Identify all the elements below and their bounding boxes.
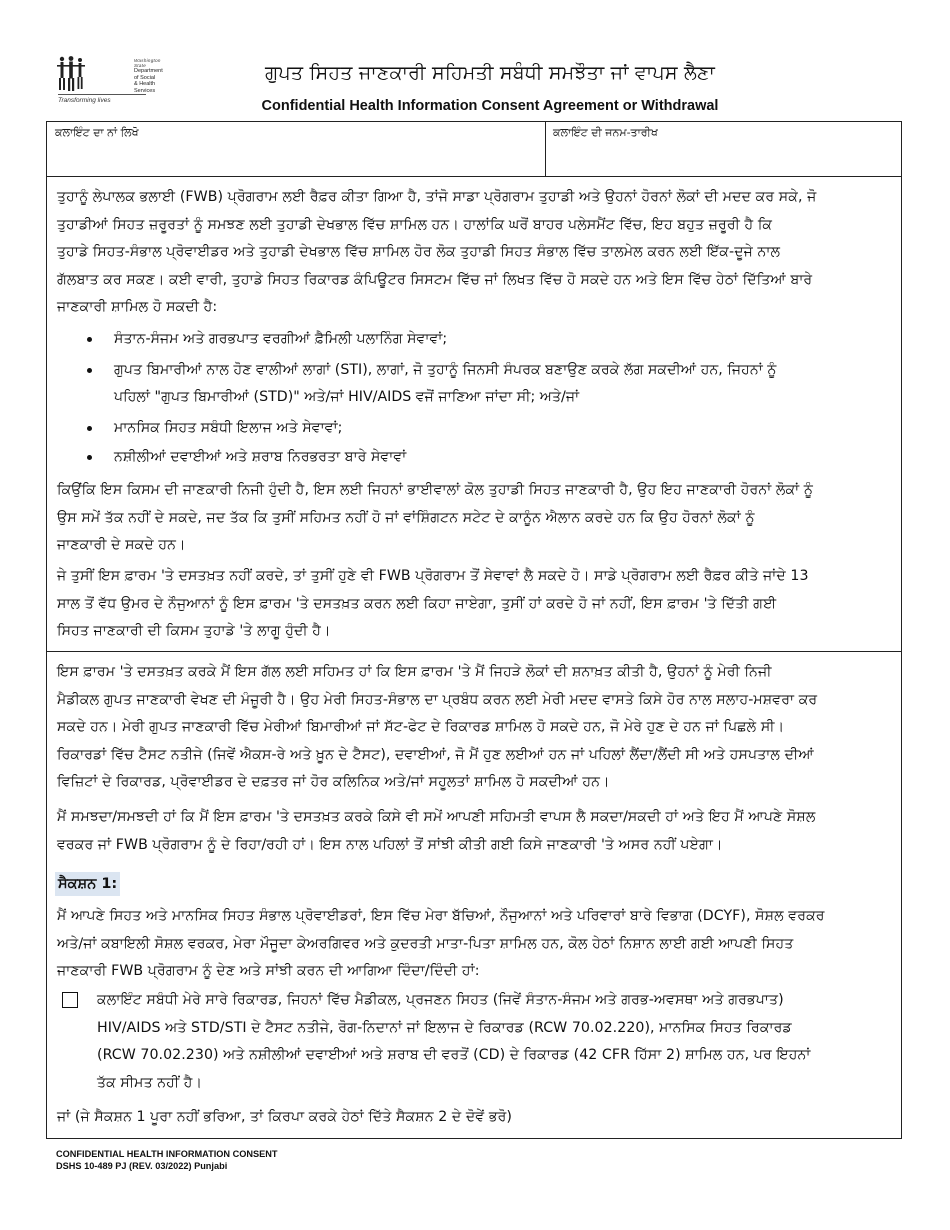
consent-line: ਮੈਡੀਕਲ ਗੁਪਤ ਜਾਣਕਾਰੀ ਵੇਖਣ ਦੀ ਮੰਜ਼ੂਰੀ ਹੈ। ਉਹ ਮੇਰੀ ਸਿਹਤ-ਸੰਭਾਲ ਦਾ ਪ੍ਰਬੰਧ ਕਰਨ ਲਈ ਮੇਰੀ ਮਦਦ ਵਾਸਤੇ ਕਿਸੇ ਹੋਰ ਨਾਲ ਸਲਾਹ-ਮਸ਼ਵਰਾ ਕਰ xyxy=(57,691,818,708)
signing-line: ਜੇ ਤੁਸੀਂ ਇਸ ਫ਼ਾਰਮ 'ਤੇ ਦਸਤਖ਼ਤ ਨਹੀਂ ਕਰਦੇ, ਤਾਂ ਤੁਸੀਂ ਹੁਣੇ ਵੀ FWB ਪ੍ਰੋਗਰਾਮ ਤੋਂ ਸੇਵਾਵਾਂ ਲੈ ਸਕਦੇ ਹੋ। ਸਾਡੇ ਪ੍ਰੋਗਰਾਮ ਲਈ ਰੈਫ਼ਰ ਕੀਤੇ ਜਾਂਦੇ 13 xyxy=(57,568,809,584)
intro-paragraph xyxy=(57,184,897,322)
consent-paragraph xyxy=(57,659,897,797)
checkbox-label xyxy=(97,987,897,1097)
section1-line: ਮੈਂ ਆਪਣੇ ਸਿਹਤ ਅਤੇ ਮਾਨਸਿਕ ਸਿਹਤ ਸੰਭਾਲ ਪ੍ਰੋਵਾਈਡਰਾਂ, ਇਸ ਵਿੱਚ ਮੇਰਾ ਬੱਚਿਆਂ, ਨੌਜੁਆਨਾਂ ਅਤੇ ਪਰਿਵਾਰਾਂ ਬਾਰੇ ਵਿਭਾਗ (DCYF), ਸੋਸ਼ਲ ਵਰਕਰ xyxy=(57,908,825,924)
form-frame: ਕਲਾਇੰਟ ਦਾ ਨਾਂ ਲਿਖੋ ਕਲਾਇੰਟ ਦੀ ਜਨਮ-ਤਾਰੀਖ ਤੁਹਾਨੂੰ ਲੇਪਾਲਕ ਭਲਾਈ (FWB) ਪ੍ਰੋਗਰਾਮ ਲਈ ਰੈਫ਼ਰ ਕੀਤਾ ਗਿਆ ਹੈ, ਤਾਂਜੋ ਸਾਡਾ ਪ੍ਰੋਗਰਾਮ ਤੁਹਾਡੀ ਅਤੇ ਉਹਨਾਂ ਹੋਰਨਾਂ ਲੋਕਾਂ ਦੀ ਮਦਦ ਕਰ ਸਕੇ, ਜੋ ਤੁਹਾਡੀਆਂ ਸਿਹਤ ਜ਼ਰੂਰਤਾਂ ਨੂੰ ਸਮਝਣ ਲਈ ਤੁਹਾਡੀ ਦੇਖਭਾਲ ਵਿੱਚ ਸ਼ਾਮਿਲ ਹਨ। ਹਾਲਾਂਕਿ ਘਰੋਂ ਬਾਹਰ ਪਲੇਸਮੈਂਟ ਵਿੱਚ, ਇਹ ਬਹੁਤ ਜ਼ਰੂਰੀ ਹੈ ਕਿ ਤੁਹਾਡੇ ਸਿਹਤ-ਸੰਭਾਲ ਪ੍ਰੋਵਾਈਡਰ ਅਤੇ ਤੁਹਾਡੀ ਦੇਖਭਾਲ ਵਿੱਚ ਸ਼ਾਮਿਲ ਹੋਰ ਲੋਕ ਤੁਹਾਡੀ ਸਿਹਤ ਸੰਭਾਲ ਵਿੱਚ ਤਾਲਮੇਲ ਕਰਨ ਲਈ ਇੱਕ-ਦੂਜੇ ਨਾਲ ਗੱਲਬਾਤ ਕਰ ਸਕਣ। ਕਈ ਵਾਰੀ, ਤੁਹਾਡੇ ਸਿਹਤ ਰਿਕਾਰਡ ਕੰਪਿਊਟਰ ਸਿਸਟਮ ਵਿੱਚ ਜਾਂ ਲਿਖਤ ਵਿੱਚ ਹੋ ਸਕਦੇ ਹਨ ਅਤੇ ਇਸ ਵਿੱਚ ਹੇਠਾਂ ਦਿੱਤਿਆਂ ਬਾਰੇ ਜਾਣਕਾਰੀ ਸ਼ਾਮਿਲ ਹੋ ਸਕਦੀ ਹੈ: ਸੰਤਾਨ-ਸੰਜਮ ਅਤੇ ਗਰਭਪਾਤ ਵਰਗੀਆਂ ਫ਼ੈਮਿਲੀ ਪਲਾਨਿੰਗ ਸੇਵਾਵਾਂ; ਗੁਪਤ ਬਿਮਾਰੀਆਂ ਨਾਲ ਹੋਣ ਵਾਲੀਆਂ ਲਾਗਾਂ (STI), ਲਾਗਾਂ, ਜੋ ਤੁਹਾਨੂੰ ਜਿਨਸੀ ਸੰਪਰਕ ਬਣਾਉਣ ਕਰਕੇ ਲੱਗ ਸਕਦੀਆਂ ਹਨ, ਜਿਹਨਾਂ ਨੂੰ ਪਹਿਲਾਂ "ਗੁਪਤ ਬਿਮਾਰੀਆਂ (STD)" ਅਤੇ/ਜਾਂ HIV/AIDS ਵਜੋਂ ਜਾਣਿਆ ਜਾਂਦਾ ਸੀ; ਅਤੇ/ਜਾਂ ਮਾਨਸਿਕ ਸਿਹਤ ਸਬੰਧੀ ਇਲਾਜ ਅਤੇ ਸੇਵਾਵਾਂ; ਨਸ਼ੀਲੀਆਂ ਦਵਾਈਆਂ ਅਤੇ ਸ਼ਰਾਬ ਨਿਰਭਰਤਾ ਬਾਰੇ ਸੇਵਾਵਾਂ ਕਿਉਂਕਿ ਇਸ ਕਿਸਮ ਦੀ ਜਾਣਕਾਰੀ ਨਿਜੀ ਹੁੰਦੀ ਹੈ, ਇਸ ਲਈ ਜਿਹਨਾਂ ਭਾਈਵਾਲਾਂ ਕੋਲ ਤੁਹਾਡੀ ਸਿਹਤ ਜਾਣਕਾਰੀ ਹੈ, ਉਹ ਇਹ ਜਾਣਕਾਰੀ ਹੋਰਨਾਂ ਲੋਕਾਂ ਨੂੰ ਉਸ ਸਮੇਂ ਤੱਕ ਨਹੀਂ ਦੇ ਸਕਦੇ, ਜਦ ਤੱਕ ਕਿ ਤੁਸੀਂ ਸਹਿਮਤ ਨਹੀਂ ਹੋ ਜਾਂ ਵਾਂਸ਼ਿੰਗਟਨ ਸਟੇਟ ਦੇ ਕਾਨੂੰਨ ਐਲਾਨ ਕਰਦੇ ਹਨ ਕਿ ਉਹ ਹੋਰਨਾਂ ਲੋਕਾਂ ਨੂੰ ਜਾਣਕਾਰੀ ਦੇ ਸਕਦੇ ਹਨ। ਜੇ ਤੁਸੀਂ ਇਸ ਫ਼ਾਰਮ 'ਤੇ ਦਸਤਖ਼ਤ ਨਹੀਂ ਕਰਦੇ, ਤਾਂ ਤੁਸੀਂ ਹੁਣੇ ਵੀ FWB ਪ੍ਰੋਗਰਾਮ ਤੋਂ ਸੇਵਾਵਾਂ ਲੈ ਸਕਦੇ ਹੋ। ਸਾਡੇ ਪ੍ਰੋਗਰਾਮ ਲਈ ਰੈਫ਼ਰ ਕੀਤੇ ਜਾਂਦੇ 13 ਸਾਲ ਤੋਂ ਵੱਧ ਉਮਰ ਦੇ ਨੌਜੁਆਨਾਂ ਨੂੰ ਇਸ ਫ਼ਾਰਮ 'ਤੇ ਦਸਤਖ਼ਤ ਕਰਨ ਲਈ ਕਿਹਾ ਜਾਏਗਾ, ਤੁਸੀਂ ਹਾਂ ਕਰਦੇ ਹੋ ਜਾਂ ਨਹੀਂ, ਇਸ ਫ਼ਾਰਮ 'ਤੇ ਦਿੱਤੀ ਗਈ ਸਿਹਤ ਜਾਣਕਾਰੀ ਦੀ ਕਿਸਮ ਤੁਹਾਡੇ 'ਤੇ ਲਾਗੂ ਹੁੰਦੀ ਹੈ। ਇਸ ਫ਼ਾਰਮ 'ਤੇ ਦਸਤਖ਼ਤ ਕਰਕੇ ਮੈਂ ਇਸ ਗੱਲ ਲਈ ਸਹਿਮਤ ਹਾਂ ਕਿ ਇਸ ਫ਼ਾਰਮ 'ਤੇ ਮੈਂ ਜਿਹੜੇ ਲੋਕਾਂ ਦੀ ਸ਼ਨਾਖ਼ਤ ਕੀਤੀ ਹੈ, ਉਹਨਾਂ ਨੂੰ ਮੇਰੀ ਨਿਜੀ ਮੈਡੀਕਲ ਗੁਪਤ ਜਾਣਕਾਰੀ ਵੇਖਣ ਦੀ ਮੰਜ਼ੂਰੀ ਹੈ। ਉਹ ਮੇਰੀ ਸਿਹਤ-ਸੰਭਾਲ ਦਾ ਪ੍ਰਬੰਧ ਕਰਨ ਲਈ ਮੇਰੀ ਮਦਦ ਵਾਸਤੇ ਕਿਸੇ ਹੋਰ ਨਾਲ ਸਲਾਹ-ਮਸ਼ਵਰਾ ਕਰ ਸਕਦੇ ਹਨ। ਮੇਰੀ ਗੁਪਤ ਜਾਣਕਾਰੀ ਵਿੱਚ ਮੇਰੀਆਂ ਬਿਮਾਰੀਆਂ ਜਾਂ ਸੱਟ-ਫੇਟ ਦੇ ਰਿਕਾਰਡ ਸ਼ਾਮਿਲ ਹੋ ਸਕਦੇ ਹਨ, ਜੋ ਮੇਰੇ ਹੁਣ ਦੇ ਹਨ ਜਾਂ ਪਿਛਲੇ ਸੀ। ਰਿਕਾਰਡਾਂ ਵਿੱਚ ਟੈਸਟ ਨਤੀਜੇ (ਜਿਵੇਂ ਐਕਸ-ਰੇ ਅਤੇ ਖ਼ੂਨ ਦੇ ਟੈਸਟ), ਦਵਾਈਆਂ, ਜੋ ਮੈਂ ਹੁਣ ਲਈਆਂ ਹਨ ਜਾਂ ਪਹਿਲਾਂ ਲੈਂਦਾ/ਲੈਂਦੀ ਸੀ ਅਤੇ ਹਸਪਤਾਲ ਦੀਆਂ ਵਿਜ਼ਿਟਾਂ ਦੇ ਰਿਕਾਰਡ, ਪ੍ਰੋਵਾਈਡਰ ਦੇ ਦਫ਼ਤਰ ਜਾਂ ਹੋਰ ਕਲਿਨਿਕ ਅਤੇ/ਜਾਂ ਸਹੂਲਤਾਂ ਸ਼ਾਮਿਲ ਹੋ ਸਕਦੀਆਂ ਹਨ। ਮੈਂ ਸਮਝਦਾ/ਸਮਝਦੀ ਹਾਂ ਕਿ ਮੈਂ ਇਸ ਫ਼ਾਰਮ 'ਤੇ ਦਸਤਖ਼ਤ ਕਰਕੇ ਕਿਸੇ ਵੀ ਸਮੇਂ ਆਪਣੀ ਸਹਿਮਤੀ ਵਾਪਸ ਲੈ ਸਕਦਾ/ਸਕਦੀ ਹਾਂ ਅਤੇ ਇਹ ਮੈਂ ਆਪਣੇ ਸੋਸ਼ਲ ਵਰਕਰ ਜਾਂ FWB ਪ੍ਰੋਗਰਾਮ ਨੂੰ ਦੇ ਰਿਹਾ/ਰਹੀ ਹਾਂ। ਇਸ ਨਾਲ ਪਹਿਲਾਂ ਤੋਂ ਸਾਂਝੀ ਕੀਤੀ ਗਈ ਕਿਸੇ ਜਾਣਕਾਰੀ 'ਤੇ ਅਸਰ ਨਹੀਂ ਪਏਗਾ। ਸੈਕਸ਼ਨ 1: ਮੈਂ ਆਪਣੇ ਸਿਹਤ ਅਤੇ ਮਾਨਸਿਕ ਸਿਹਤ ਸੰਭਾਲ ਪ੍ਰੋਵਾਈਡਰਾਂ, ਇਸ ਵਿੱਚ ਮੇਰਾ ਬੱਚਿਆਂ, ਨੌਜੁਆਨਾਂ ਅਤੇ ਪਰਿਵਾਰਾਂ ਬਾਰੇ ਵਿਭਾਗ (DCYF), ਸੋਸ਼ਲ ਵਰਕਰ ਅਤੇ/ਜਾਂ ਕਬਾਇਲੀ ਸੋਸ਼ਲ ਵਰਕਰ, ਮੇਰਾ ਮੌਜੂਦਾ ਕੇਅਰਗਿਵਰ ਅਤੇ ਕੁਦਰਤੀ ਮਾਤਾ-ਪਿਤਾ ਸ਼ਾਮਿਲ ਹਨ, ਕੋਲ ਹੇਠਾਂ ਨਿਸ਼ਾਨ ਲਾਈ ਗਈ ਆਪਣੀ ਸਿਹਤ ਜਾਣਕਾਰੀ FWB ਪ੍ਰੋਗਰਾਮ ਨੂੰ ਦੇਣ ਅਤੇ ਸਾਂਝੀ ਕਰਨ ਦੀ ਆਗਿਆ ਦਿੰਦਾ/ਦਿੰਦੀ ਹਾਂ: ਕਲਾਇੰਟ ਸਬੰਧੀ ਮੇਰੇ ਸਾਰੇ ਰਿਕਾਰਡ, ਜਿਹਨਾਂ ਵਿੱਚ ਮੈਡੀਕਲ, ਪ੍ਰਜਣਨ ਸਿਹਤ (ਜਿਵੇਂ ਸੰਤਾਨ-ਸੰਜਮ ਅਤੇ ਗਰਭ-ਅਵਸਥਾ ਅਤੇ ਗਰਭਪਾਤ) HIV/AIDS ਅਤੇ STD/STI ਦੇ ਟੈਸਟ ਨਤੀਜੇ, ਰੋਗ-ਨਿਦਾਨਾਂ ਜਾਂ ਇਲਾਜ ਦੇ ਰਿਕਾਰਡ (RCW 70.02.220), ਮਾਨਸਿਕ ਸਿਹਤ ਰਿਕਾਰਡ (RCW 70.02.230) ਅਤੇ ਨਸ਼ੀਲੀਆਂ ਦਵਾਈਆਂ ਅਤੇ ਸ਼ਰਾਬ ਦੀ ਵਰਤੋਂ (CD) ਦੇ ਰਿਕਾਰਡ (42 CFR ਹਿੱਸਾ 2) ਸ਼ਾਮਿਲ ਹਨ, ਪਰ ਇਹਨਾਂ ਤੱਕ ਸੀਮਤ ਨਹੀਂ ਹੈ। ਜਾਂ (ਜੇ ਸੈਕਸ਼ਨ 1 ਪੂਰਾ ਨਹੀਂ ਭਰਿਆ, ਤਾਂ ਕਿਰਪਾ ਕਰਕੇ ਹੇਠਾਂ ਦਿੱਤੇ ਸੈਕਸ਼ਨ 2 ਦੇ ਦੋਵੇਂ ਭਰੋ) xyxy=(46,121,902,1139)
logo-divider xyxy=(58,94,146,95)
checkbox-line: ਤੱਕ ਸੀਮਤ ਨਹੀਂ ਹੈ। xyxy=(97,1074,203,1091)
or-instruction xyxy=(57,1104,897,1132)
footer-form-number: DSHS 10-489 PJ (REV. 03/2022) Punjabi xyxy=(56,1161,228,1171)
section1-line: ਅਤੇ/ਜਾਂ ਕਬਾਇਲੀ ਸੋਸ਼ਲ ਵਰਕਰ, ਮੇਰਾ ਮੌਜੂਦਾ ਕੇਅਰਗਿਵਰ ਅਤੇ ਕੁਦਰਤੀ ਮਾਤਾ-ਪਿਤਾ ਸ਼ਾਮਿਲ ਹਨ, ਕੋਲ ਹੇਠਾਂ ਨਿਸ਼ਾਨ ਲਾਈ ਗਈ ਆਪਣੀ ਸਿਹਤ xyxy=(57,935,794,952)
client-dob-label: ਕਲਾਇੰਟ ਦੀ ਜਨਮ-ਤਾਰੀਖ xyxy=(553,126,658,139)
checkbox-line: HIV/AIDS ਅਤੇ STD/STI ਦੇ ਟੈਸਟ ਨਤੀਜੇ, ਰੋਗ-ਨਿਦਾਨਾਂ ਜਾਂ ਇਲਾਜ ਦੇ ਰਿਕਾਰਡ (RCW 70.02.220), ਮਾਨਸਿਕ ਸਿਹਤ ਰਿਕਾਰਡ xyxy=(97,1019,792,1036)
logo-state: Washington State xyxy=(134,58,161,68)
row-divider xyxy=(47,176,901,177)
privacy-paragraph xyxy=(57,477,897,560)
consent-line: ਵਿਜ਼ਿਟਾਂ ਦੇ ਰਿਕਾਰਡ, ਪ੍ਰੋਵਾਈਡਰ ਦੇ ਦਫ਼ਤਰ ਜਾਂ ਹੋਰ ਕਲਿਨਿਕ ਅਤੇ/ਜਾਂ ਸਹੂਲਤਾਂ ਸ਼ਾਮਿਲ ਹੋ ਸਕਦੀਆਂ ਹਨ। xyxy=(57,774,610,790)
withdraw-paragraph xyxy=(57,804,897,859)
client-dob-field[interactable] xyxy=(546,122,902,176)
logo-line1: Department of Social xyxy=(134,68,163,81)
row-divider xyxy=(47,651,901,652)
intro-line: ਜਾਣਕਾਰੀ ਸ਼ਾਮਿਲ ਹੋ ਸਕਦੀ ਹੈ: xyxy=(57,299,218,315)
privacy-line: ਕਿਉਂਕਿ ਇਸ ਕਿਸਮ ਦੀ ਜਾਣਕਾਰੀ ਨਿਜੀ ਹੁੰਦੀ ਹੈ, ਇਸ ਲਈ ਜਿਹਨਾਂ ਭਾਈਵਾਲਾਂ ਕੋਲ ਤੁਹਾਡੀ ਸਿਹਤ ਜਾਣਕਾਰੀ ਹੈ, ਉਹ ਇਹ ਜਾਣਕਾਰੀ ਹੋਰਨਾਂ ਲੋਕਾਂ ਨੂੰ xyxy=(57,482,814,498)
withdraw-line: ਵਰਕਰ ਜਾਂ FWB ਪ੍ਰੋਗਰਾਮ ਨੂੰ ਦੇ ਰਿਹਾ/ਰਹੀ ਹਾਂ। ਇਸ ਨਾਲ ਪਹਿਲਾਂ ਤੋਂ ਸਾਂਝੀ ਕੀਤੀ ਗਈ ਕਿਸੇ ਜਾਣਕਾਰੀ 'ਤੇ ਅਸਰ ਨਹੀਂ ਪਏਗਾ। xyxy=(57,836,723,853)
privacy-line: ਉਸ ਸਮੇਂ ਤੱਕ ਨਹੀਂ ਦੇ ਸਕਦੇ, ਜਦ ਤੱਕ ਕਿ ਤੁਸੀਂ ਸਹਿਮਤ ਨਹੀਂ ਹੋ ਜਾਂ ਵਾਂਸ਼ਿੰਗਟਨ ਸਟੇਟ ਦੇ ਕਾਨੂੰਨ ਐਲਾਨ ਕਰਦੇ ਹਨ ਕਿ ਉਹ ਹੋਰਨਾਂ ਲੋਕਾਂ ਨੂੰ xyxy=(57,509,755,526)
checkbox-line: (RCW 70.02.230) ਅਤੇ ਨਸ਼ੀਲੀਆਂ ਦਵਾਈਆਂ ਅਤੇ ਸ਼ਰਾਬ ਦੀ ਵਰਤੋਂ (CD) ਦੇ ਰਿਕਾਰਡ (42 CFR ਹਿੱਸਾ 2) ਸ਼ਾਮਿਲ ਹਨ, ਪਰ ਇਹਨਾਂ xyxy=(97,1047,811,1063)
signing-line: ਸਿਹਤ ਜਾਣਕਾਰੀ ਦੀ ਕਿਸਮ ਤੁਹਾਡੇ 'ਤੇ ਲਾਗੂ ਹੁੰਦੀ ਹੈ। xyxy=(57,623,331,639)
section1-paragraph xyxy=(57,903,897,986)
page-title-punjabi: ਗੁਪਤ ਸਿਹਤ ਜਾਣਕਾਰੀ ਸਹਿਮਤੀ ਸਬੰਧੀ ਸਮਝੌਤਾ ਜਾਂ ਵਾਪਸ ਲੈਣਾ xyxy=(264,62,716,84)
all-records-checkbox[interactable] xyxy=(62,992,78,1008)
signing-paragraph xyxy=(57,563,897,646)
consent-line: ਸਕਦੇ ਹਨ। ਮੇਰੀ ਗੁਪਤ ਜਾਣਕਾਰੀ ਵਿੱਚ ਮੇਰੀਆਂ ਬਿਮਾਰੀਆਂ ਜਾਂ ਸੱਟ-ਫੇਟ ਦੇ ਰਿਕਾਰਡ ਸ਼ਾਮਿਲ ਹੋ ਸਕਦੇ ਹਨ, ਜੋ ਮੇਰੇ ਹੁਣ ਦੇ ਹਨ ਜਾਂ ਪਿਛਲੇ ਸੀ। xyxy=(57,719,785,735)
intro-line: ਗੱਲਬਾਤ ਕਰ ਸਕਣ। ਕਈ ਵਾਰੀ, ਤੁਹਾਡੇ ਸਿਹਤ ਰਿਕਾਰਡ ਕੰਪਿਊਟਰ ਸਿਸਟਮ ਵਿੱਚ ਜਾਂ ਲਿਖਤ ਵਿੱਚ ਹੋ ਸਕਦੇ ਹਨ ਅਤੇ ਇਸ ਵਿੱਚ ਹੇਠਾਂ ਦਿੱਤਿਆਂ ਬਾਰੇ xyxy=(57,271,813,288)
checkbox-line: ਕਲਾਇੰਟ ਸਬੰਧੀ ਮੇਰੇ ਸਾਰੇ ਰਿਕਾਰਡ, ਜਿਹਨਾਂ ਵਿੱਚ ਮੈਡੀਕਲ, ਪ੍ਰਜਣਨ ਸਿਹਤ (ਜਿਵੇਂ ਸੰਤਾਨ-ਸੰਜਮ ਅਤੇ ਗਰਭ-ਅਵਸਥਾ ਅਤੇ ਗਰਭਪਾਤ) xyxy=(97,992,784,1008)
section1-line: ਜਾਣਕਾਰੀ FWB ਪ੍ਰੋਗਰਾਮ ਨੂੰ ਦੇਣ ਅਤੇ ਸਾਂਝੀ ਕਰਨ ਦੀ ਆਗਿਆ ਦਿੰਦਾ/ਦਿੰਦੀ ਹਾਂ: xyxy=(57,963,480,979)
privacy-line: ਜਾਣਕਾਰੀ ਦੇ ਸਕਦੇ ਹਨ। xyxy=(57,537,186,553)
logo-tagline: Transforming lives xyxy=(58,97,111,104)
client-name-label: ਕਲਾਇੰਟ ਦਾ ਨਾਂ ਲਿਖੋ xyxy=(55,126,139,139)
signing-line: ਸਾਲ ਤੋਂ ਵੱਧ ਉਮਰ ਦੇ ਨੌਜੁਆਨਾਂ ਨੂੰ ਇਸ ਫ਼ਾਰਮ 'ਤੇ ਦਸਤਖ਼ਤ ਕਰਨ ਲਈ ਕਿਹਾ ਜਾਏਗਾ, ਤੁਸੀਂ ਹਾਂ ਕਰਦੇ ਹੋ ਜਾਂ ਨਹੀਂ, ਇਸ ਫ਼ਾਰਮ 'ਤੇ ਦਿੱਤੀ ਗਈ xyxy=(57,595,777,612)
consent-line: ਇਸ ਫ਼ਾਰਮ 'ਤੇ ਦਸਤਖ਼ਤ ਕਰਕੇ ਮੈਂ ਇਸ ਗੱਲ ਲਈ ਸਹਿਮਤ ਹਾਂ ਕਿ ਇਸ ਫ਼ਾਰਮ 'ਤੇ ਮੈਂ ਜਿਹੜੇ ਲੋਕਾਂ ਦੀ ਸ਼ਨਾਖ਼ਤ ਕੀਤੀ ਹੈ, ਉਹਨਾਂ ਨੂੰ ਮੇਰੀ ਨਿਜੀ xyxy=(57,664,772,680)
intro-line: ਤੁਹਾਡੀਆਂ ਸਿਹਤ ਜ਼ਰੂਰਤਾਂ ਨੂੰ ਸਮਝਣ ਲਈ ਤੁਹਾਡੀ ਦੇਖਭਾਲ ਵਿੱਚ ਸ਼ਾਮਿਲ ਹਨ। ਹਾਲਾਂਕਿ ਘਰੋਂ ਬਾਹਰ ਪਲੇਸਮੈਂਟ ਵਿੱਚ, ਇਹ ਬਹੁਤ ਜ਼ਰੂਰੀ ਹੈ ਕਿ xyxy=(57,216,773,233)
or-line: ਜਾਂ (ਜੇ ਸੈਕਸ਼ਨ 1 ਪੂਰਾ ਨਹੀਂ ਭਰਿਆ, ਤਾਂ ਕਿਰਪਾ ਕਰਕੇ ਹੇਠਾਂ ਦਿੱਤੇ ਸੈਕਸ਼ਨ 2 ਦੇ ਦੋਵੇਂ ਭਰੋ) xyxy=(57,1109,513,1125)
client-name-field[interactable] xyxy=(47,122,545,176)
consent-line: ਰਿਕਾਰਡਾਂ ਵਿੱਚ ਟੈਸਟ ਨਤੀਜੇ (ਜਿਵੇਂ ਐਕਸ-ਰੇ ਅਤੇ ਖ਼ੂਨ ਦੇ ਟੈਸਟ), ਦਵਾਈਆਂ, ਜੋ ਮੈਂ ਹੁਣ ਲਈਆਂ ਹਨ ਜਾਂ ਪਹਿਲਾਂ ਲੈਂਦਾ/ਲੈਂਦੀ ਸੀ ਅਤੇ ਹਸਪਤਾਲ ਦੀਆਂ xyxy=(57,746,814,763)
form-footer xyxy=(56,1148,278,1172)
logo-line2: & Health Services xyxy=(134,81,156,94)
footer-title: CONFIDENTIAL HEALTH INFORMATION CONSENT xyxy=(56,1149,278,1159)
intro-line: ਤੁਹਾਡੇ ਸਿਹਤ-ਸੰਭਾਲ ਪ੍ਰੋਵਾਈਡਰ ਅਤੇ ਤੁਹਾਡੀ ਦੇਖਭਾਲ ਵਿੱਚ ਸ਼ਾਮਿਲ ਹੋਰ ਲੋਕ ਤੁਹਾਡੀ ਸਿਹਤ ਸੰਭਾਲ ਵਿੱਚ ਤਾਲਮੇਲ ਕਰਨ ਲਈ ਇੱਕ-ਦੂਜੇ ਨਾਲ xyxy=(57,244,781,260)
page-title-english: Confidential Health Information Consent Agreement or Withdrawal xyxy=(261,98,719,114)
withdraw-line: ਮੈਂ ਸਮਝਦਾ/ਸਮਝਦੀ ਹਾਂ ਕਿ ਮੈਂ ਇਸ ਫ਼ਾਰਮ 'ਤੇ ਦਸਤਖ਼ਤ ਕਰਕੇ ਕਿਸੇ ਵੀ ਸਮੇਂ ਆਪਣੀ ਸਹਿਮਤੀ ਵਾਪਸ ਲੈ ਸਕਦਾ/ਸਕਦੀ ਹਾਂ ਅਤੇ ਇਹ ਮੈਂ ਆਪਣੇ ਸੋਸ਼ਲ xyxy=(57,809,816,825)
intro-line: ਤੁਹਾਨੂੰ ਲੇਪਾਲਕ ਭਲਾਈ (FWB) ਪ੍ਰੋਗਰਾਮ ਲਈ ਰੈਫ਼ਰ ਕੀਤਾ ਗਿਆ ਹੈ, ਤਾਂਜੋ ਸਾਡਾ ਪ੍ਰੋਗਰਾਮ ਤੁਹਾਡੀ ਅਤੇ ਉਹਨਾਂ ਹੋਰਨਾਂ ਲੋਕਾਂ ਦੀ ਮਦਦ ਕਰ ਸਕੇ, ਜੋ xyxy=(57,189,817,205)
section1-heading: ਸੈਕਸ਼ਨ 1: xyxy=(55,872,120,896)
